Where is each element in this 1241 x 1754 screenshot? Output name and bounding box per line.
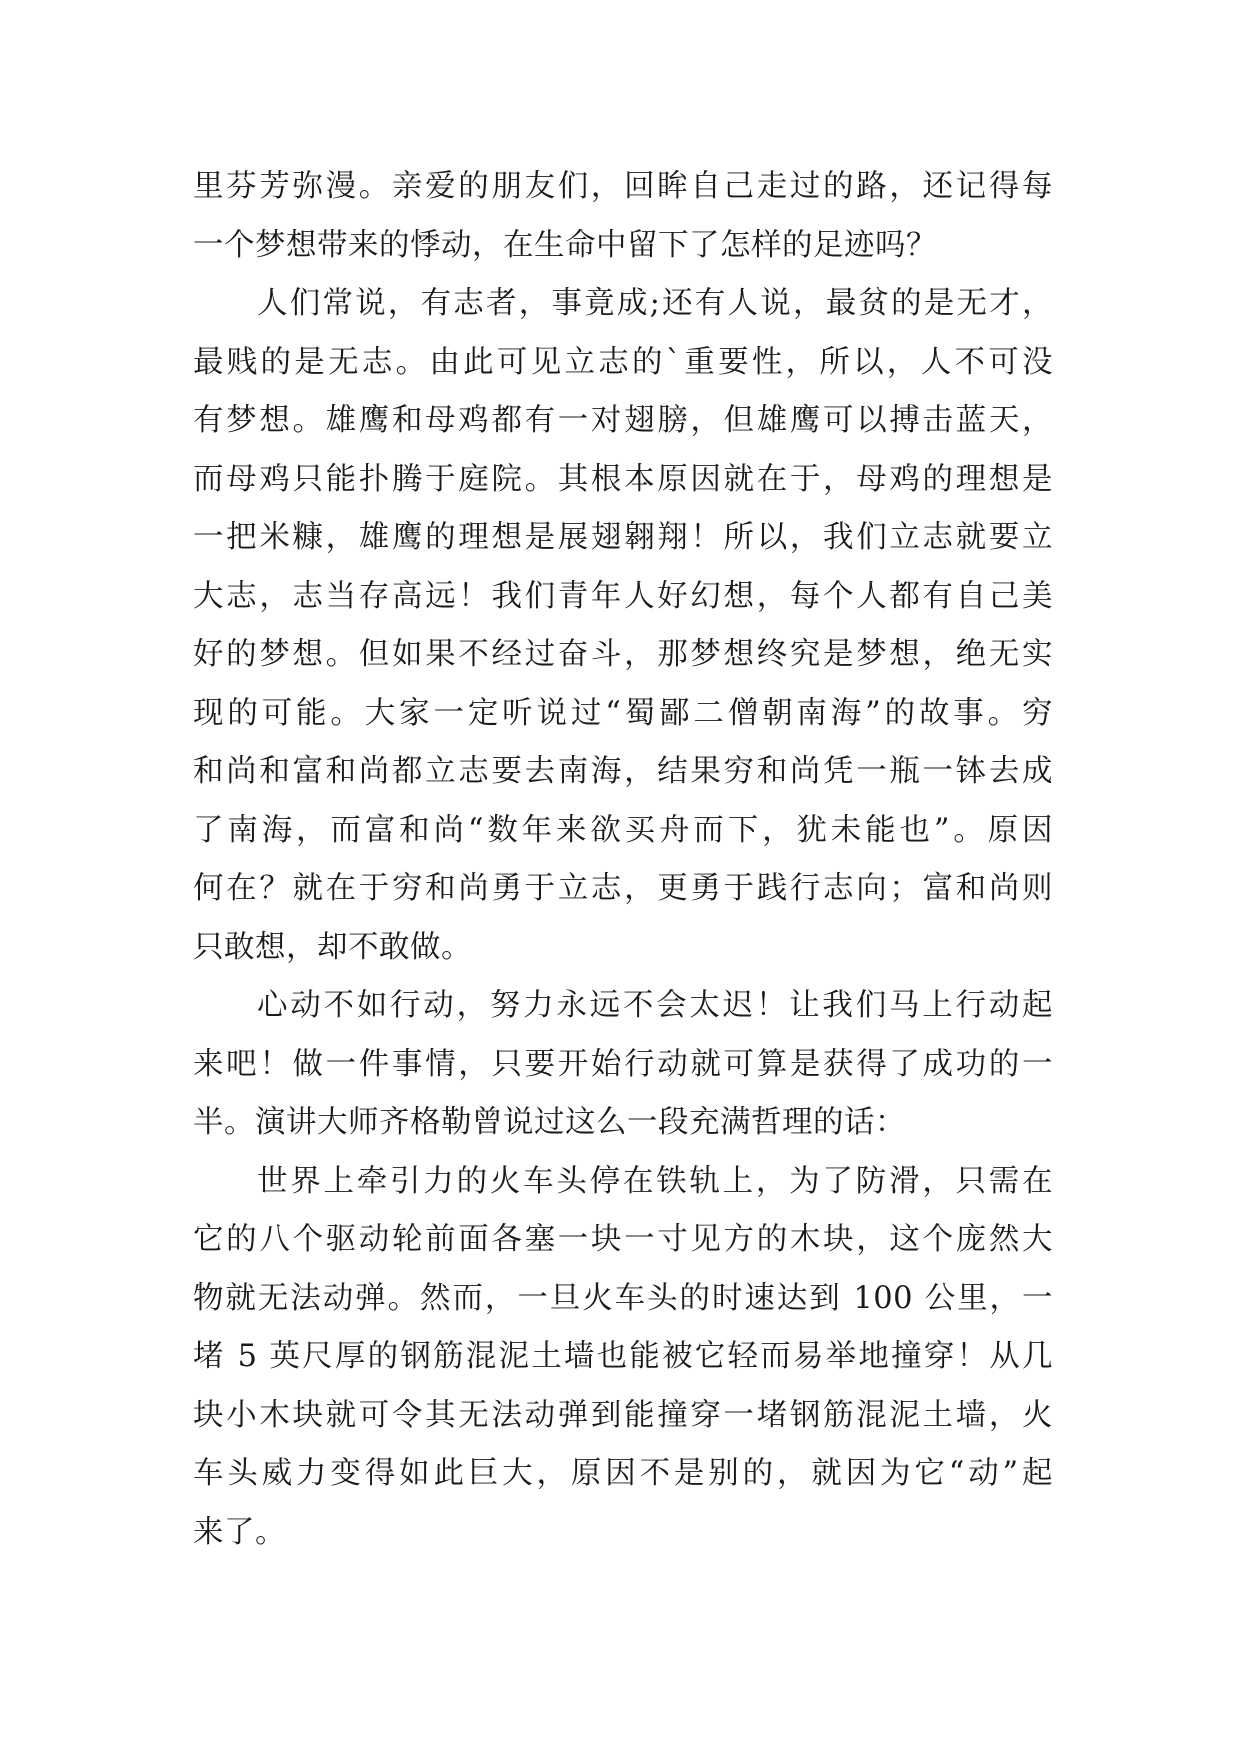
text-line: 它的八个驱动轮前面各塞一块一寸见方的木块，这个庞然大	[193, 1222, 1053, 1257]
text-line: 心动不如行动，努力永远不会太迟！让我们马上行动起	[257, 988, 1053, 1023]
paragraph	[193, 977, 1053, 1153]
text-line: 人们常说，有志者，事竟成;还有人说，最贫的是无才，	[257, 286, 1053, 321]
text-line: 里芬芳弥漫。亲爱的朋友们，回眸自己走过的路，还记得每	[193, 169, 1053, 204]
text-line: 世界上牵引力的火车头停在铁轨上，为了防滑，只需在	[257, 1163, 1053, 1199]
text-line: 物就无法动弹。然而，一旦火车头的时速达到 100 公里，一	[193, 1280, 1053, 1316]
body-text	[193, 158, 1053, 1562]
text-line: 和尚和富和尚都立志要去南海，结果穷和尚凭一瓶一钵去成	[193, 754, 1053, 789]
paragraph	[193, 1153, 1053, 1563]
text-line: 最贱的是无志。由此可见立志的`重要性，所以，人不可没	[193, 344, 1053, 380]
text-line: 来吧！做一件事情，只要开始行动就可算是获得了成功的一	[193, 1046, 1053, 1082]
text-line: 现的可能。大家一定听说过“蜀鄙二僧朝南海”的故事。穷	[193, 695, 1053, 731]
text-line: 大志，志当存高远！我们青年人好幻想，每个人都有自己美	[193, 578, 1053, 614]
paragraph	[193, 275, 1053, 977]
text-line: 块小木块就可令其无法动弹到能撞穿一堵钢筋混泥土墙，火	[193, 1397, 1053, 1433]
text-line: 好的梦想。但如果不经过奋斗，那梦想终究是梦想，绝无实	[193, 637, 1053, 672]
text-line: 来了。	[193, 1514, 286, 1550]
text-line: 有梦想。雄鹰和母鸡都有一对翅膀，但雄鹰可以搏击蓝天，	[193, 403, 1053, 438]
text-line: 车头威力变得如此巨大，原因不是别的，就因为它“动”起	[193, 1456, 1053, 1491]
text-line: 而母鸡只能扑腾于庭院。其根本原因就在于，母鸡的理想是	[193, 461, 1053, 497]
text-line: 了南海，而富和尚“数年来欲买舟而下，犹未能也”。原因	[193, 812, 1053, 848]
paragraph	[193, 158, 1053, 275]
text-line: 只敢想，却不敢做。	[193, 929, 472, 965]
text-line: 半。演讲大师齐格勒曾说过这么一段充满哲理的话：	[193, 1105, 906, 1140]
text-line: 一把米糠，雄鹰的理想是展翅翱翔！所以，我们立志就要立	[193, 520, 1053, 555]
text-line: 何在？就在于穷和尚勇于立志，更勇于践行志向；富和尚则	[193, 871, 1053, 906]
text-line: 一个梦想带来的悸动，在生命中留下了怎样的足迹吗？	[193, 227, 937, 263]
text-line: 堵 5 英尺厚的钢筋混泥土墙也能被它轻而易举地撞穿！从几	[193, 1339, 1053, 1374]
